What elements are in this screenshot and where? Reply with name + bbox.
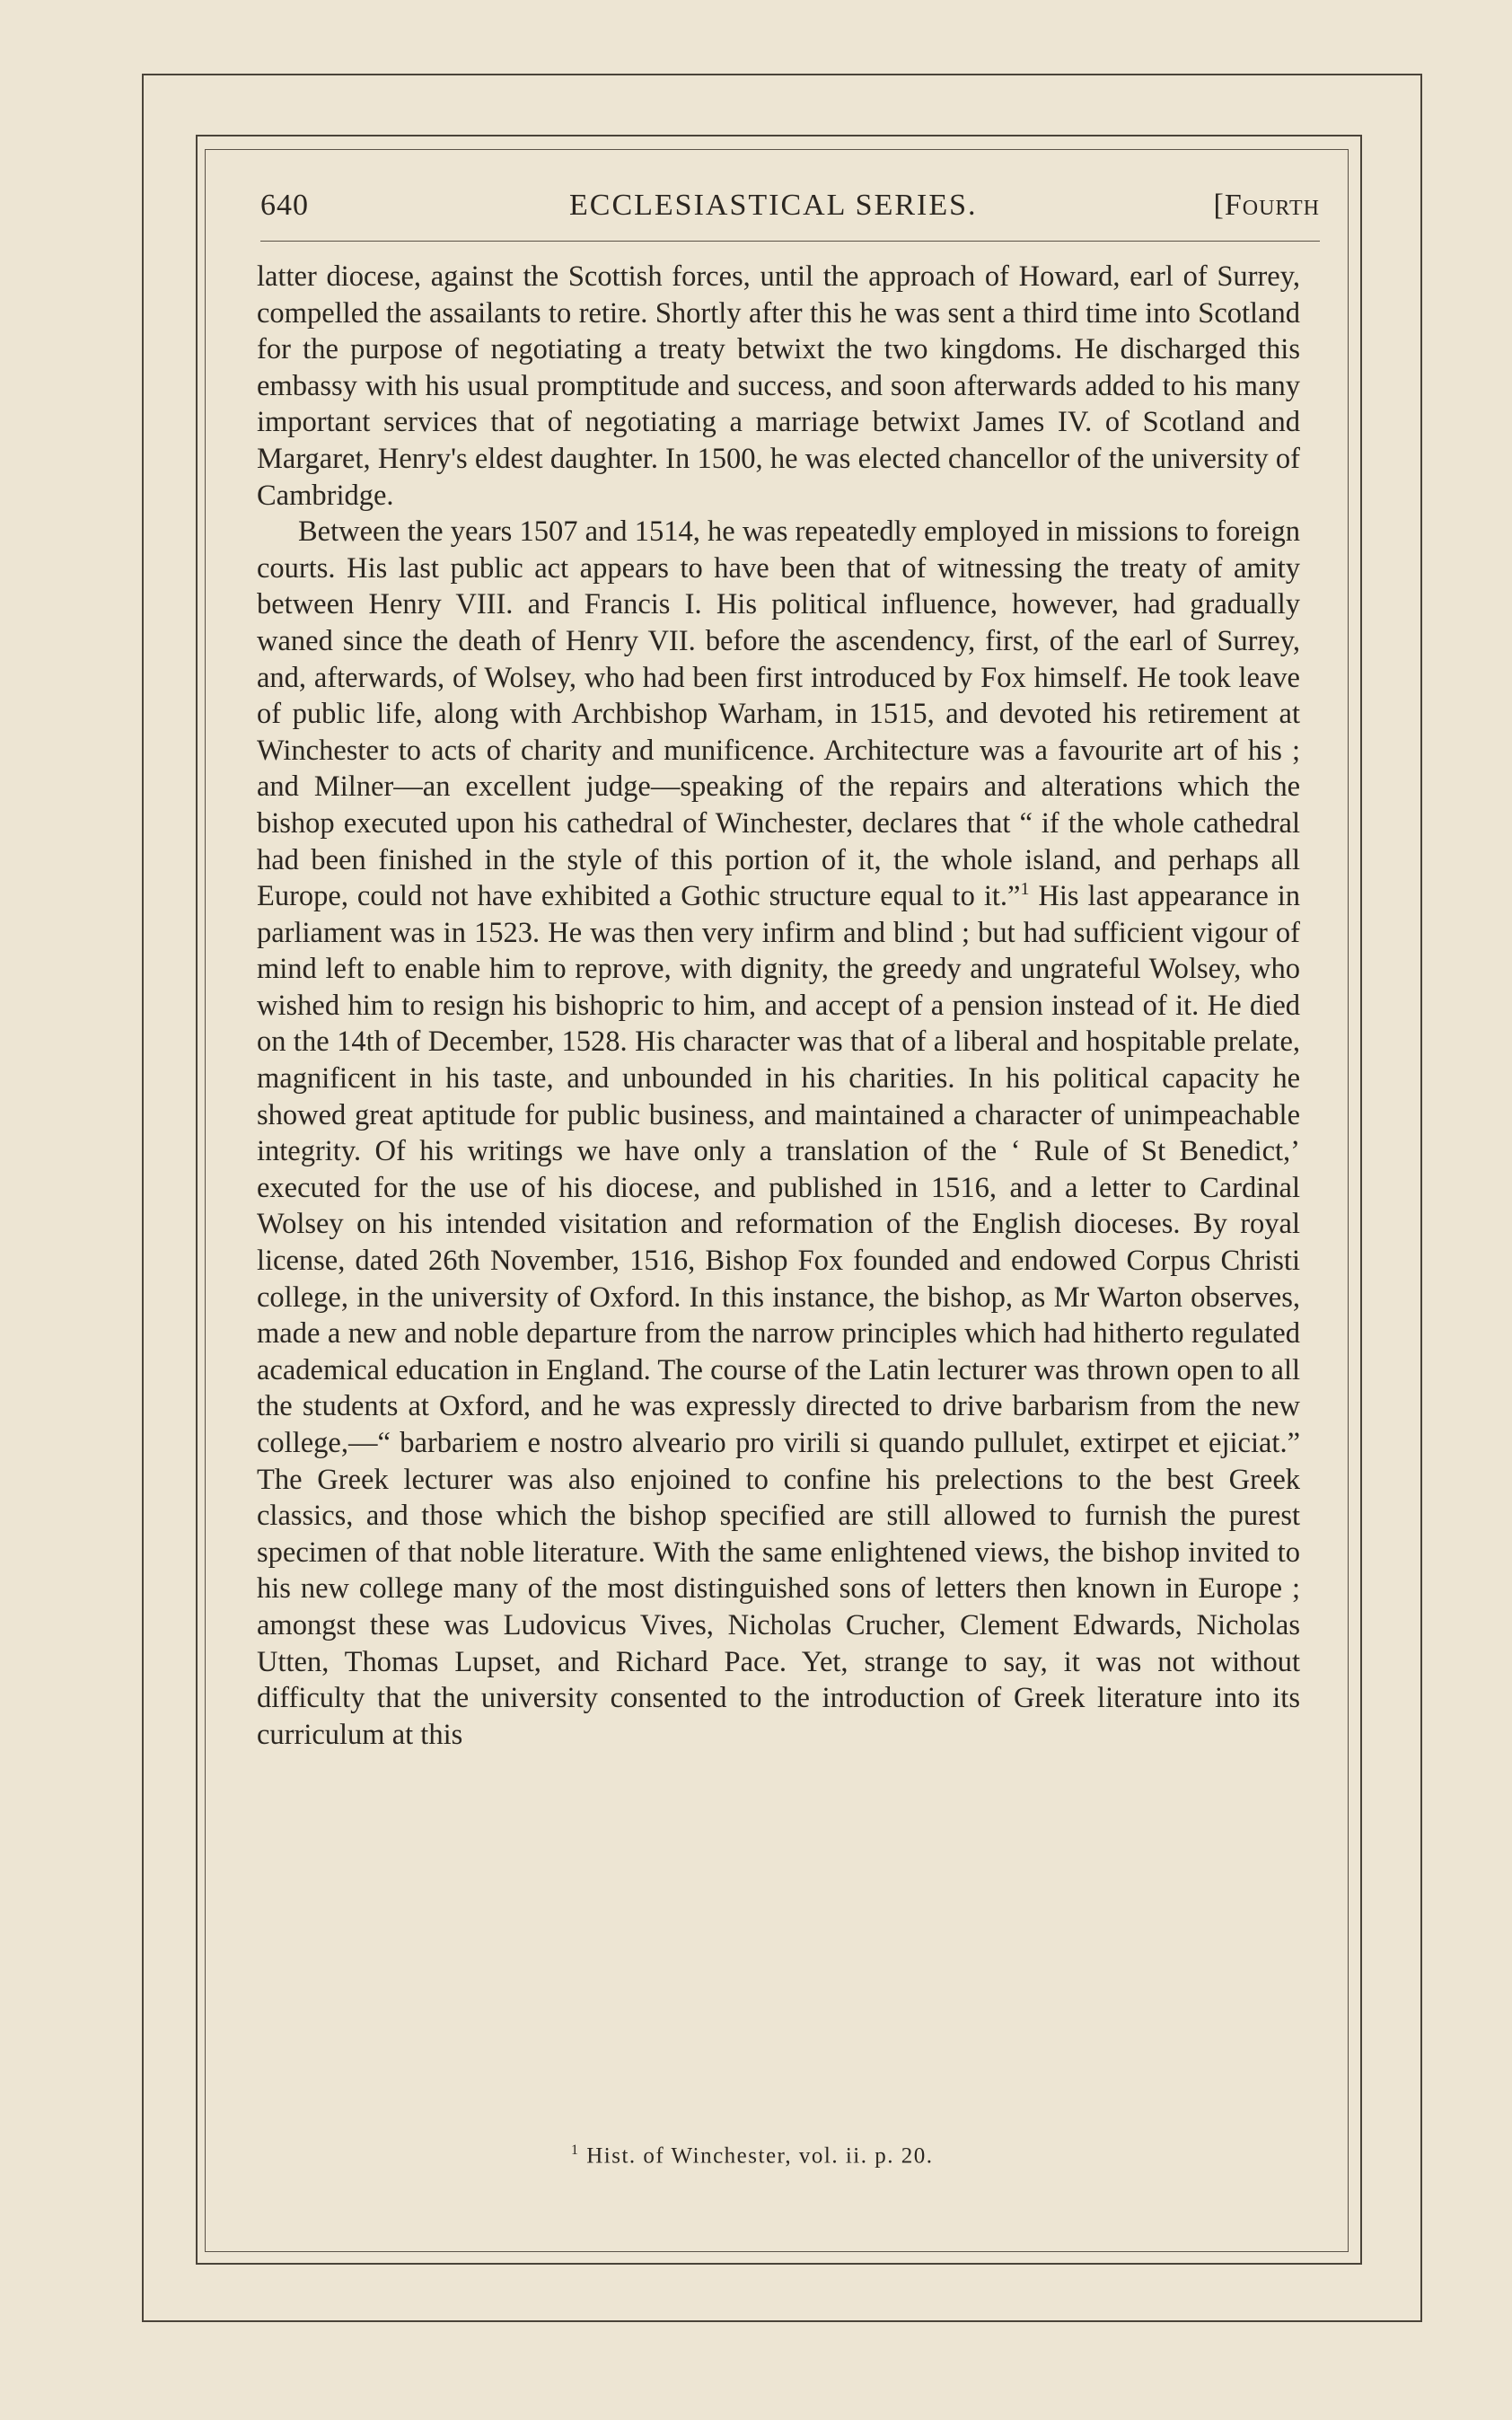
footnote-reference: 1 xyxy=(1020,879,1030,900)
footnote xyxy=(571,2143,933,2169)
footnote-text: Hist. of Winchester, vol. ii. p. 20. xyxy=(586,2143,934,2169)
paragraph-1: latter diocese, against the Scottish forces, until the approach of Howard, earl of Surrey, compelled the assailants to retire. Shortly after this he was sent a third time into Scotland for the purpose of negotiating a treaty betwixt the two kingdoms. He discharged this embassy with his usual promptitude and success, and soon afterwards added to his many important services that of negotiating a marriage betwixt James IV. of Scotland and Margaret, Henry's eldest daughter. In 1500, he was elected chancellor of the university of Cambridge. xyxy=(257,260,1300,512)
running-header xyxy=(260,189,1320,235)
running-title: ECCLESIASTICAL SERIES. xyxy=(569,189,978,222)
footnote-marker: 1 xyxy=(571,2143,580,2158)
paragraph-2-part-2: His last appearance in parliament was in 1523. He was then very infirm and blind ; but had sufficient vigour of mind left to enable him to reprove, with dignity, the greedy and ungrateful Wolsey, who wished him to resign his bishopric to him, and accept of a pension instead of it. He died on the 14th of December, 1528. His character was that of a liberal and hospitable prelate, magnificent in his taste, and unbounded in his charities. In his political capacity he showed great aptitude for public business, and maintained a character of unimpeachable integrity. Of his writings we have only a translation of the ‘ Rule of St Benedict,’ executed for the use of his diocese, and published in 1516, and a letter to Cardinal Wolsey on his intended visitation and reformation of the English dioceses. By royal license, dated 26th November, 1516, Bishop Fox founded and endowed Corpus Christi college, in the university of Oxford. In this instance, the bishop, as Mr Warton observes, made a new and noble departure from the narrow principles which had hitherto regulated academical education in England. The course of the Latin lecturer was thrown open to all the students at Oxford, and he was expressly directed to drive barbarism from the new college,—“ barbariem e nostro alveario pro virili si quando pullulet, extirpet et ejiciat.” The Greek lecturer was also enjoined to confine his prelections to the best Greek classics, and those which the bishop specified are still allowed to furnish the purest specimen of that noble literature. With the same enlightened views, the bishop invited to his new college many of the most distinguished sons of letters then known in Europe ; amongst these was Ludovicus Vives, Nicholas Crucher, Clement Edwards, Nicholas Utten, Thomas Lupset, and Richard Pace. Yet, strange to say, it was not without difficulty that the university consented to the introduction of Greek literature into its curriculum at this xyxy=(257,880,1300,1751)
page-number: 640 xyxy=(260,189,309,222)
header-rule xyxy=(260,241,1320,242)
paragraph-2 xyxy=(257,514,1300,1753)
section-label: [Fourth xyxy=(1213,189,1320,222)
body-text xyxy=(257,259,1300,1753)
paragraph-2-part-1: Between the years 1507 and 1514, he was repeatedly employed in missions to foreign courts. His last public act appears to have been that of witnessing the treaty of amity between Henry VIII. and Francis I. His political influence, however, had gradually waned since the death of Henry VII. before the ascendency, first, of the earl of Surrey, and, afterwards, of Wolsey, who had been first introduced by Fox himself. He took leave of public life, along with Archbishop Warham, in 1515, and devoted his retirement at Winchester to acts of charity and munificence. Architecture was a favourite art of his ; and Milner—an excellent judge—speaking of the repairs and alterations which the bishop executed upon his cathedral of Winchester, declares that “ if the whole cathedral had been finished in the style of this portion of it, the whole island, and perhaps all Europe, could not have exhibited a Gothic structure equal to it.” xyxy=(257,515,1300,913)
